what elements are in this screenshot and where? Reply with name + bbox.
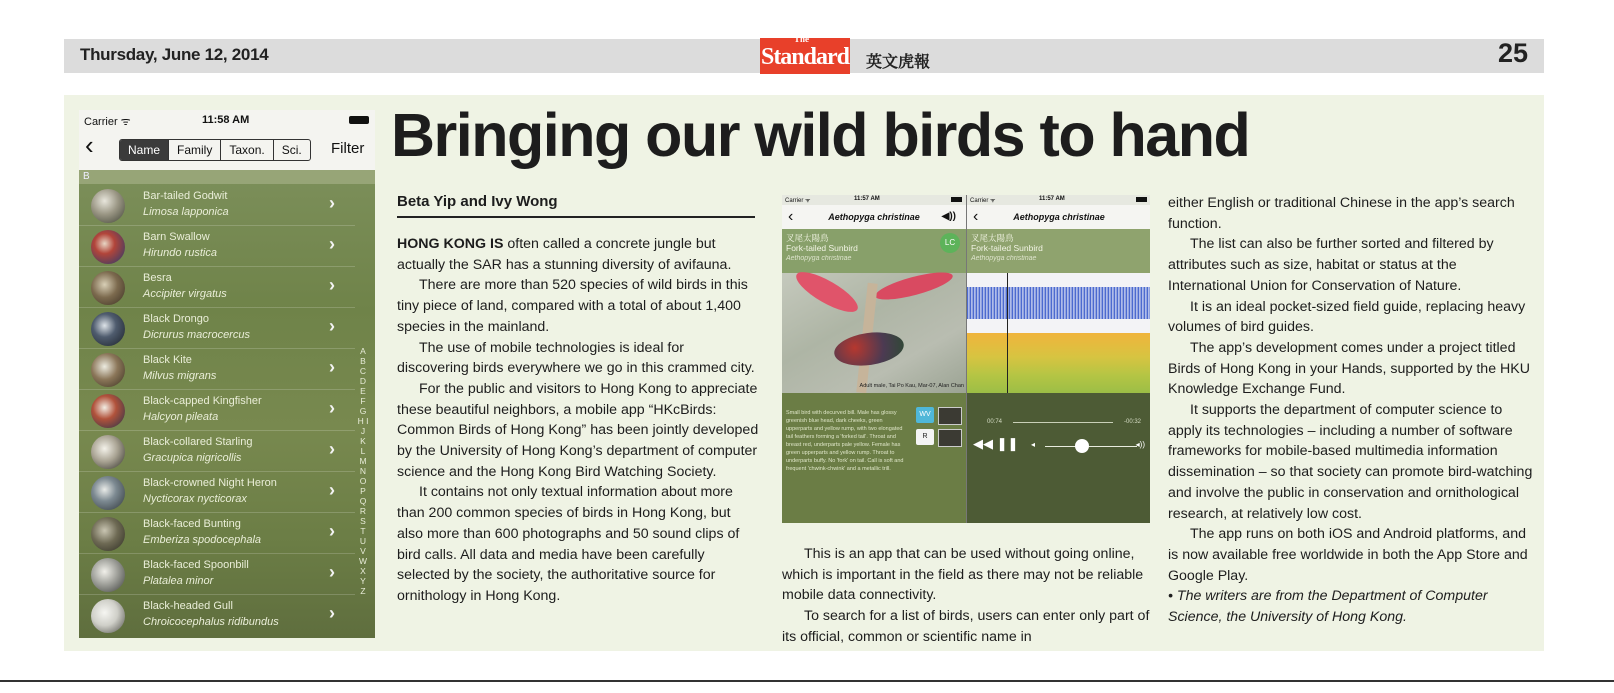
article-column-1 — [397, 234, 759, 607]
bird-thumbnail — [91, 394, 125, 428]
photo-thumbnail[interactable] — [938, 429, 962, 447]
bird-common-name: Black-faced Spoonbill — [143, 559, 249, 571]
bird-thumbnail — [91, 189, 125, 223]
author-credit: • The writers are from the Department of Computer Science, the University of Hong Kong. — [1168, 588, 1488, 626]
chinese-name: 英文虎報 — [866, 54, 931, 71]
paragraph: either English or traditional Chinese in the app’s search function. — [1168, 195, 1515, 232]
bird-call-pane — [966, 195, 1150, 523]
list-item[interactable] — [79, 226, 355, 267]
issue-date: Thursday, June 12, 2014 — [80, 45, 269, 64]
bird-scientific-name: Hirundo rustica — [143, 247, 217, 259]
newspaper-logo — [760, 34, 850, 74]
article-column-2 — [782, 544, 1152, 648]
bird-scientific-name: Chroicocephalus ridibundus — [143, 616, 279, 628]
chevron-right-icon: › — [329, 562, 335, 582]
chevron-right-icon: › — [329, 275, 335, 295]
bird-thumbnail — [91, 230, 125, 264]
chevron-right-icon: › — [329, 193, 335, 213]
section-header: B — [79, 170, 375, 184]
species-header — [782, 229, 966, 273]
photo-caption: Adult male, Tai Po Kau, Mar-07, Alan Chan — [859, 383, 964, 389]
bird-scientific-name: Milvus migrans — [143, 370, 217, 382]
app-detail-screenshot — [782, 195, 1150, 523]
back-chevron-icon[interactable]: ‹ — [973, 208, 979, 225]
status-r-badge[interactable]: R — [916, 429, 934, 445]
byline-rule — [397, 216, 755, 218]
bird-thumbnail — [91, 517, 125, 551]
progress-track[interactable] — [1013, 422, 1113, 423]
tab-sci[interactable]: Sci. — [273, 140, 310, 160]
scientific-name: Aethopyga christinae — [971, 255, 1037, 262]
list-item[interactable] — [79, 349, 355, 390]
bird-thumbnail — [91, 476, 125, 510]
bird-common-name: Barn Swallow — [143, 231, 210, 243]
bird-scientific-name: Gracupica nigricollis — [143, 452, 242, 464]
list-item[interactable] — [79, 308, 355, 349]
list-item[interactable] — [79, 431, 355, 472]
lead-in: HONG KONG IS — [397, 236, 504, 252]
volume-slider[interactable] — [1045, 446, 1137, 447]
sunbird-shape — [832, 328, 906, 369]
playhead-line — [1007, 273, 1008, 393]
chinese-name: 叉尾太陽鳥 — [971, 233, 1014, 243]
bird-scientific-name: Nycticorax nycticorax — [143, 493, 247, 505]
description-text: Small bird with decurved bill. Male has glossy greenish blue head, dark cheeks, green upperparts and yellow rump, with two elongated tail feathers forming a 'forked tail'. Throat and breast red, underparts pale yellow. Female has green upperparts and yellow rump. Throat to underparts buffy. No 'fork' on tail. Call is soft and frequent 'chwink-chwink' and a metallic trill. — [786, 410, 904, 472]
nav-bar — [782, 205, 966, 229]
back-chevron-icon[interactable]: ‹ — [788, 208, 794, 225]
tab-family[interactable]: Family — [168, 140, 220, 160]
byline: Beta Yip and Ivy Wong — [397, 193, 558, 210]
description-panel — [782, 393, 966, 523]
bird-common-name: Black-collared Starling — [143, 436, 253, 448]
bird-thumbnail — [91, 435, 125, 469]
conservation-status-badge: LC — [940, 233, 960, 253]
article-column-3 — [1168, 193, 1538, 628]
flower-shape — [791, 265, 863, 319]
bird-scientific-name: Halcyon pileata — [143, 411, 219, 423]
logo-text: Standard — [760, 44, 850, 70]
status-time: 11:57 AM — [1039, 196, 1065, 202]
time-remaining: -00:32 — [1123, 419, 1141, 425]
species-info-pane — [782, 195, 966, 523]
bird-photo[interactable] — [782, 273, 966, 393]
time-elapsed: 00:74 — [987, 419, 1003, 425]
species-header — [967, 229, 1150, 273]
status-time: 11:58 AM — [202, 114, 250, 126]
nav-bar — [967, 205, 1150, 229]
paragraph — [397, 234, 759, 275]
bird-thumbnail — [91, 271, 125, 305]
paragraph: The app runs on both iOS and Android platforms, and is now available free worldwide in both the App Store and Google Play. — [1168, 526, 1528, 584]
rewind-pause-icon[interactable]: ◀◀ ❚❚ — [973, 436, 1019, 451]
bird-thumbnail — [91, 599, 125, 633]
paragraph: The list can also be further sorted and filtered by attributes such as size, habitat or status at the International Union for Conservation of Nature. — [1168, 236, 1494, 294]
status-bar — [967, 195, 1150, 205]
bird-list — [79, 170, 375, 638]
battery-icon — [1136, 197, 1147, 202]
bird-common-name: Bar-tailed Godwit — [143, 190, 228, 202]
chinese-name: 叉尾太陽鳥 — [786, 233, 829, 243]
bird-common-name: Black-capped Kingfisher — [143, 395, 262, 407]
paragraph: To search for a list of birds, users can enter only part of its official, common or scientific name in — [782, 608, 1150, 645]
common-name: Fork-tailed Sunbird — [971, 243, 1043, 253]
back-chevron-icon[interactable]: ‹ — [85, 130, 94, 160]
battery-icon — [951, 197, 962, 202]
paragraph: For the public and visitors to Hong Kong to appreciate these beautiful neighbors, a mobile app “HKcBirds: Common Birds of Hong Kong” has been jointly developed by the University of Hong Kong’s department of computer science and the Hong Kong Bird Watching Society. — [397, 380, 759, 480]
list-item[interactable] — [79, 595, 355, 635]
paragraph: It is an ideal pocket-sized field guide, replacing heavy volumes of bird guides. — [1168, 298, 1526, 336]
list-item[interactable] — [79, 513, 355, 554]
status-time: 11:57 AM — [854, 196, 880, 202]
chevron-right-icon: › — [329, 603, 335, 623]
nav-title: Aethopyga christinae — [828, 212, 920, 222]
tab-name[interactable]: Name — [120, 140, 168, 160]
logo-the: The — [794, 34, 810, 44]
bird-scientific-name: Accipiter virgatus — [143, 288, 227, 300]
paragraph: The use of mobile technologies is ideal for discovering birds everywhere we go in this crammed city. — [397, 339, 755, 377]
list-item[interactable] — [79, 472, 355, 513]
scientific-name: Aethopyga christinae — [786, 255, 852, 262]
chevron-right-icon: › — [329, 316, 335, 336]
list-item[interactable] — [79, 390, 355, 431]
bird-common-name: Black-headed Gull — [143, 600, 233, 612]
volume-low-icon: ◂ — [1031, 440, 1036, 449]
status-bar — [782, 195, 966, 205]
chevron-right-icon: › — [329, 234, 335, 254]
bird-common-name: Black-crowned Night Heron — [143, 477, 277, 489]
status-bar — [79, 110, 375, 130]
status-wv-badge[interactable]: WV — [916, 407, 934, 423]
list-item[interactable] — [79, 185, 355, 226]
volume-high-icon: ◂)) — [1135, 440, 1145, 449]
headline: Bringing our wild birds to hand — [391, 101, 1250, 169]
bird-scientific-name: Platalea minor — [143, 575, 214, 587]
chevron-right-icon: › — [329, 480, 335, 500]
paragraph-text: often called a concrete jungle but actually the SAR has a stunning diversity of avifauna. — [397, 236, 732, 273]
bird-common-name: Besra — [143, 272, 172, 284]
bird-thumbnail — [91, 558, 125, 592]
filter-button[interactable]: Filter — [331, 140, 365, 157]
battery-icon — [349, 116, 369, 124]
bird-thumbnail — [91, 312, 125, 346]
tab-taxon[interactable]: Taxon. — [220, 140, 272, 160]
sort-segmented-control[interactable] — [119, 139, 311, 161]
bird-common-name: Black-faced Bunting — [143, 518, 241, 530]
paragraph: It supports the department of computer science to apply its technologies – including a number of software frameworks for mobile-based multimedia information dissemination – so that society can promote bird-watching and involve the public in conservation and ornithological research, at relatively low cost. — [1168, 402, 1533, 522]
speaker-icon[interactable]: ◀)) — [941, 211, 956, 222]
bird-common-name: Black Kite — [143, 354, 192, 366]
chevron-right-icon: › — [329, 398, 335, 418]
paragraph: The app’s development comes under a project titled Birds of Hong Kong in your Hands, supported by the HKU Knowledge Exchange Fund. — [1168, 339, 1530, 398]
chevron-right-icon: › — [329, 521, 335, 541]
chevron-right-icon: › — [329, 439, 335, 459]
spectrogram-display — [967, 333, 1150, 393]
bird-thumbnail — [91, 353, 125, 387]
list-item[interactable] — [79, 554, 355, 595]
common-name: Fork-tailed Sunbird — [786, 243, 858, 253]
alphabet-index[interactable]: A B C D E F G H I J K L M N O P Q R S T U V W X Y Z — [357, 346, 369, 596]
bird-common-name: Black Drongo — [143, 313, 210, 325]
bottom-rule — [0, 680, 1614, 682]
page-number: 25 — [1497, 38, 1528, 68]
chevron-right-icon: › — [329, 357, 335, 377]
carrier-label: Carrier ᯤ — [84, 116, 131, 128]
bird-scientific-name: Dicrurus macrocercus — [143, 329, 250, 341]
app-list-screenshot — [79, 110, 375, 638]
bird-scientific-name: Emberiza spodocephala — [143, 534, 262, 546]
waveform-display — [967, 273, 1150, 333]
paragraph: There are more than 520 species of wild birds in this tiny piece of land, compared with a total of about 1,400 species in the mainland. — [397, 277, 748, 335]
paragraph: It contains not only textual information about more than 200 common species of birds in Hong Kong, but also more than 600 photographs and 50 sound clips of bird calls. All data and media have been carefully selected by the society, the authoritative source for ornithology in Hong Kong. — [397, 484, 740, 604]
photo-thumbnail[interactable] — [938, 407, 962, 425]
paragraph: This is an app that can be used without going online, which is important in the field as there may not be reliable mobile data connectivity. — [782, 546, 1144, 604]
audio-player — [967, 393, 1150, 523]
carrier-label: Carrier ᯤ — [970, 198, 996, 204]
nav-title: Aethopyga christinae — [1013, 212, 1105, 222]
volume-knob[interactable] — [1075, 439, 1089, 453]
list-item[interactable] — [79, 267, 355, 308]
carrier-label: Carrier ᯤ — [785, 198, 811, 204]
bird-scientific-name: Limosa lapponica — [143, 206, 229, 218]
flower-shape — [873, 267, 955, 305]
